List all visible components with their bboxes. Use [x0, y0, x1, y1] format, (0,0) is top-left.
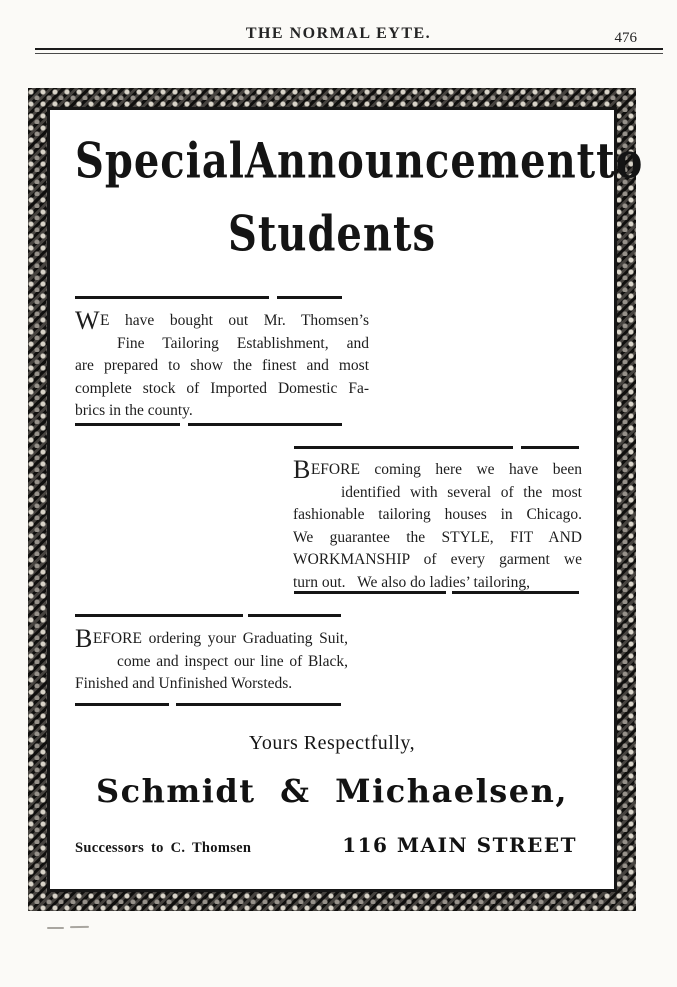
initial-cap: B: [293, 455, 311, 484]
initial-cap: W: [75, 306, 101, 335]
divider-rule: [75, 703, 341, 706]
paragraph-line: [75, 624, 348, 653]
successors-note: Successors to C. Thomsen: [75, 840, 252, 856]
divider-rule: [294, 446, 579, 449]
ad-ornamental-border: [28, 88, 644, 911]
paragraph-text: EFORE ordering your Graduating Suit,: [92, 630, 348, 647]
paragraph-line: turn out. We also do ladies’ tailoring,: [293, 573, 530, 591]
journal-title: THE NORMAL EYTE.: [245, 25, 432, 42]
header-double-rule: [35, 48, 663, 54]
ad-title-word: Announcement: [244, 132, 597, 190]
pen-mark: [47, 927, 64, 929]
paragraph-we-bought-out: [75, 306, 369, 423]
paragraph-line: Fine Tailoring Establishment, and: [117, 334, 369, 352]
paragraph-line: identified with several of the most: [341, 483, 582, 501]
paragraph-line: Finished and Unfinished Worsteds.: [75, 675, 293, 692]
paragraph-line: [75, 306, 369, 335]
ad-footer-row: [75, 833, 577, 857]
ad-title-word: Special: [75, 132, 245, 190]
page-number: 476: [614, 30, 637, 46]
ad-title-line1: [75, 132, 644, 190]
paragraph-text: E have bought out Mr. Thomsen’s: [100, 312, 369, 329]
ad-content-area: [47, 107, 644, 892]
divider-rule: [75, 423, 342, 426]
street-address: 116 MAIN STREET: [342, 833, 577, 857]
closing-line: Yours Respectfully,: [248, 732, 416, 754]
divider-rule: [75, 296, 342, 299]
divider-rule: [294, 591, 579, 594]
paragraph-text: EFORE coming here we have been: [310, 461, 582, 478]
paragraph-line: We guarantee the STYLE, FIT AND: [293, 528, 582, 546]
paragraph-graduating-suit: [75, 624, 348, 696]
signature-name: Schmidt & Michaelsen,: [95, 772, 569, 810]
paragraph-line: WORKMANSHIP of every garment we: [293, 551, 582, 568]
pen-mark: [70, 926, 89, 928]
paragraph-before-coming: [293, 455, 582, 594]
divider-rule: [75, 614, 341, 617]
paragraph-line: [293, 455, 582, 484]
initial-cap: B: [75, 624, 93, 653]
paragraph-line: come and inspect our line of Black,: [117, 652, 348, 670]
paragraph-line: are prepared to show the finest and most: [75, 357, 369, 374]
paragraph-line: complete stock of Imported Domestic Fa-: [75, 379, 369, 397]
running-head: [0, 25, 677, 47]
paragraph-line: fashionable tailoring houses in Chicago.: [293, 506, 582, 523]
ad-title-line2: Students: [228, 205, 436, 263]
paragraph-line: brics in the county.: [75, 402, 193, 419]
ad-title-word: to: [596, 132, 644, 190]
